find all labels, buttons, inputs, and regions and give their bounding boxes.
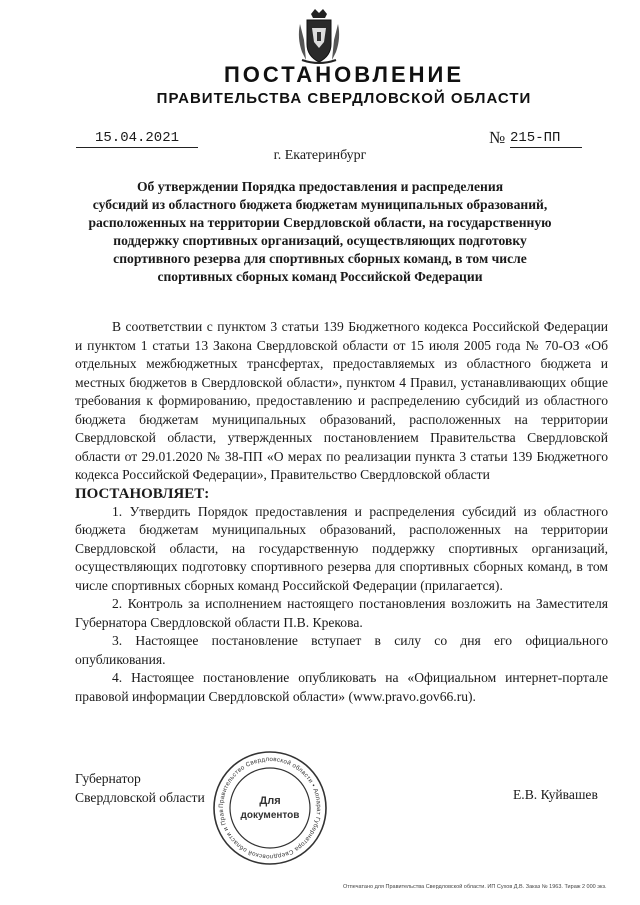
preamble-paragraph: В соответствии с пунктом 3 статьи 139 Бюджетного кодекса Российской Федерации и пунктом 1 статьи 13 Закона Свердловской области от 15 июля 2005 года № 70-ОЗ «Об отдельных межбюджетных трансфертах, предоставляемых из областного бюджета и местных бюджетов в Свердловской области», пунктом 4 Правил, устанавливающих общие требования к формированию, предоставлению и распределению субсидий из областного бюджета бюджетам муниципальных образований, расположенных на территории Свердловской области, утвержденных постановлением Правительства Свердловской области от 29.01.2020 № 38-ПП «О мерах по реализации пункта 3 статьи 139 Бюджетного кодекса Российской Федерации», Правительство Свердловской области bbox=[75, 319, 608, 482]
signature-position-line: Свердловской области bbox=[75, 789, 205, 805]
print-footer: Отпечатано для Правительства Свердловской области. ИП Сухов Д.В. Заказ № 1963. Тираж 2 000 экз. bbox=[343, 884, 607, 890]
heading-line: спортивных сборных команд Российской Федерации bbox=[157, 269, 483, 284]
heading-line: Об утверждении Порядка предоставления и распределения bbox=[136, 179, 504, 194]
decree-item: 3. Настоящее постановление вступает в силу со дня его официального опубликования. bbox=[75, 633, 608, 667]
heading-line: расположенных на территории Свердловской области, на государственную bbox=[88, 215, 552, 230]
seal-center-line: документов bbox=[240, 810, 300, 821]
document-date: 15.04.2021 bbox=[76, 130, 198, 148]
document-heading bbox=[64, 178, 576, 286]
decree-item: 1. Утвердить Порядок предоставления и распределения субсидий из областного бюджета бюджетам муниципальных образований, расположенных на территории Свердловской области, на государственную поддержку спортивных организаций, осуществляющих подготовку спортивного резерва для спортивных сборных команд, в том числе спортивных сборных команд Российской Федерации (прилагается). bbox=[75, 503, 608, 593]
seal-ring-text: Правительство Свердловской области • Аппарат Губернатора Свердловской области и Прав bbox=[217, 755, 323, 861]
decree-word: ПОСТАНОВЛЯЕТ: bbox=[75, 485, 210, 502]
signature-position bbox=[75, 770, 205, 807]
decree-item: 2. Контроль за исполнением настоящего постановления возложить на Заместителя Губернатора Свердловской области П.В. Крекова. bbox=[75, 596, 608, 630]
document-city: г. Екатеринбург bbox=[273, 148, 367, 163]
decree-item: 4. Настоящее постановление опубликовать на «Официальном интернет-портале правовой информации Свердловской области» (www.pravo.gov66.ru). bbox=[75, 670, 608, 704]
document-subtitle: ПРАВИТЕЛЬСТВА СВЕРДЛОВСКОЙ ОБЛАСТИ bbox=[156, 90, 532, 107]
signature-position-line: Губернатор bbox=[75, 771, 141, 786]
signature-name: Е.В. Куйвашев bbox=[513, 787, 598, 802]
seal-center-line: Для bbox=[259, 795, 281, 807]
document-title: ПОСТАНОВЛЕНИЕ bbox=[223, 62, 465, 87]
document-number-label: № bbox=[489, 128, 506, 147]
coat-of-arms-icon bbox=[296, 8, 342, 66]
document-body bbox=[75, 318, 608, 706]
seal-stamp bbox=[210, 748, 330, 868]
document-number: 215-ПП bbox=[510, 130, 582, 148]
heading-line: субсидий из областного бюджета бюджетам муниципальных образований, bbox=[92, 197, 548, 212]
heading-line: спортивного резерва для спортивных сборных команд, в том числе bbox=[113, 251, 527, 266]
heading-line: поддержку спортивных организаций, осуществляющих подготовку bbox=[113, 233, 527, 248]
